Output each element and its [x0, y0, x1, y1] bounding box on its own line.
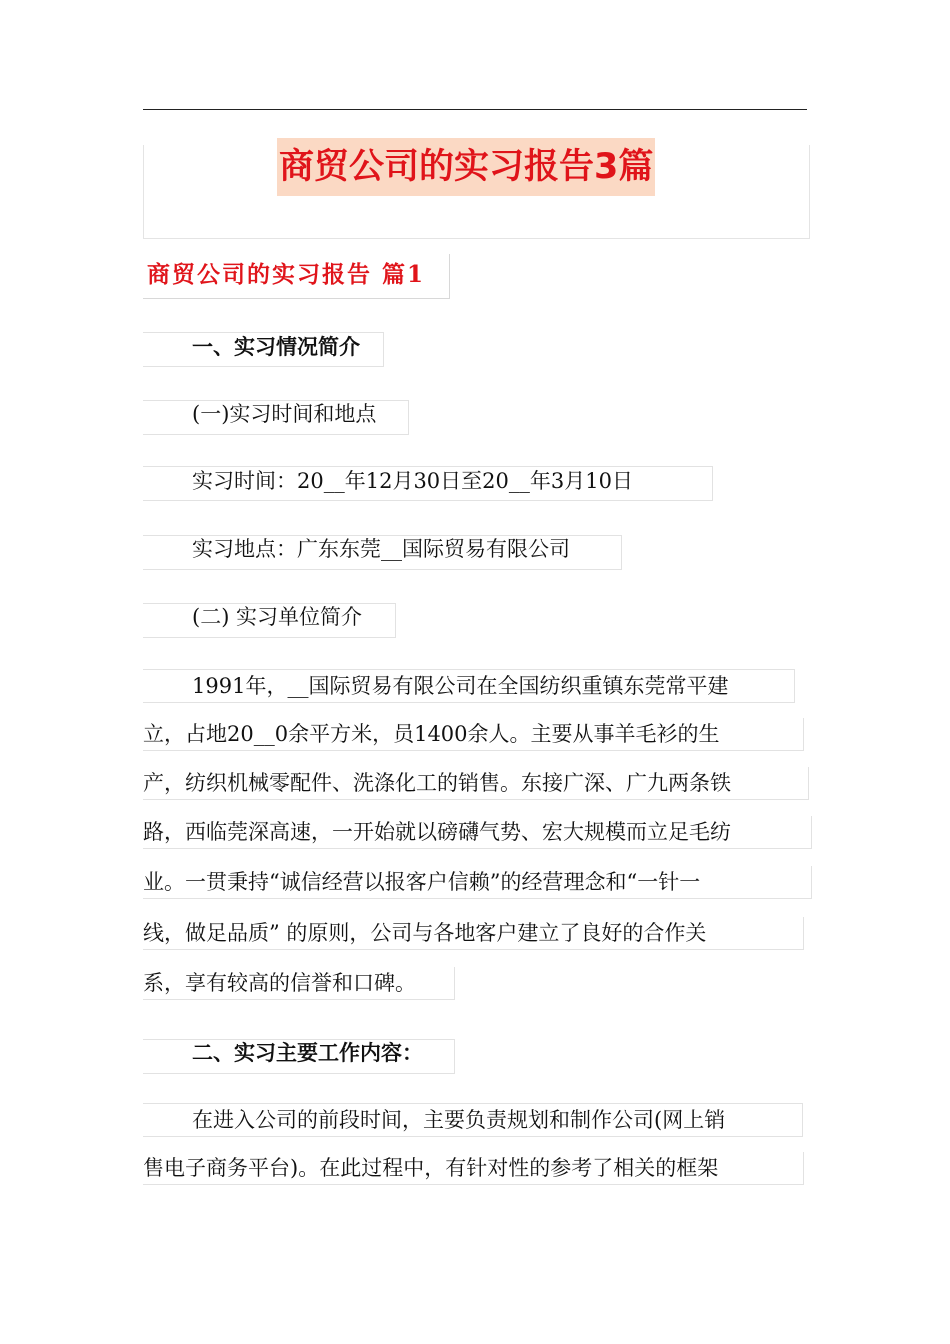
sub1-heading: (一)实习时间和地点 [192, 402, 377, 426]
paragraph1-line: 系，享有较高的信誉和口碑。 [143, 967, 455, 1000]
paragraph1-line: 产，纺织机械零配件、洗涤化工的销售。东接广深、广九两条铁 [143, 767, 809, 800]
paragraph1-line: 路，西临莞深高速，一开始就以磅礴气势、宏大规模而立足毛纺 [143, 816, 812, 849]
internship-place: 实习地点：广东东莞__国际贸易有限公司 [192, 537, 570, 561]
section1-heading: 一、实习情况简介 [192, 334, 360, 359]
sub2-heading: (二) 实习单位简介 [192, 605, 363, 629]
paragraph1-line: 业。一贯秉持“诚信经营以报客户信赖”的经营理念和“一针一 [143, 866, 812, 899]
section2-heading: 二、实习主要工作内容： [192, 1040, 423, 1065]
paragraph1-line: 1991年，__国际贸易有限公司在全国纺织重镇东莞常平建 [143, 669, 795, 703]
document-title: 商贸公司的实习报告3篇 [277, 138, 655, 196]
internship-time: 实习时间：20__年12月30日至20__年3月10日 [192, 469, 633, 493]
paragraph2-line: 在进入公司的前段时间，主要负责规划和制作公司(网上销 [143, 1103, 803, 1137]
top-divider [143, 109, 807, 110]
paragraph2-line: 售电子商务平台)。在此过程中，有针对性的参考了相关的框架 [143, 1152, 804, 1185]
paragraph1-line: 线，做足品质” 的原则，公司与各地客户建立了良好的合作关 [143, 917, 804, 950]
paragraph1-line: 立，占地20__0余平方米，员1400余人。主要从事羊毛衫的生 [143, 718, 804, 751]
article-subtitle: 商贸公司的实习报告 篇1 [147, 261, 426, 288]
